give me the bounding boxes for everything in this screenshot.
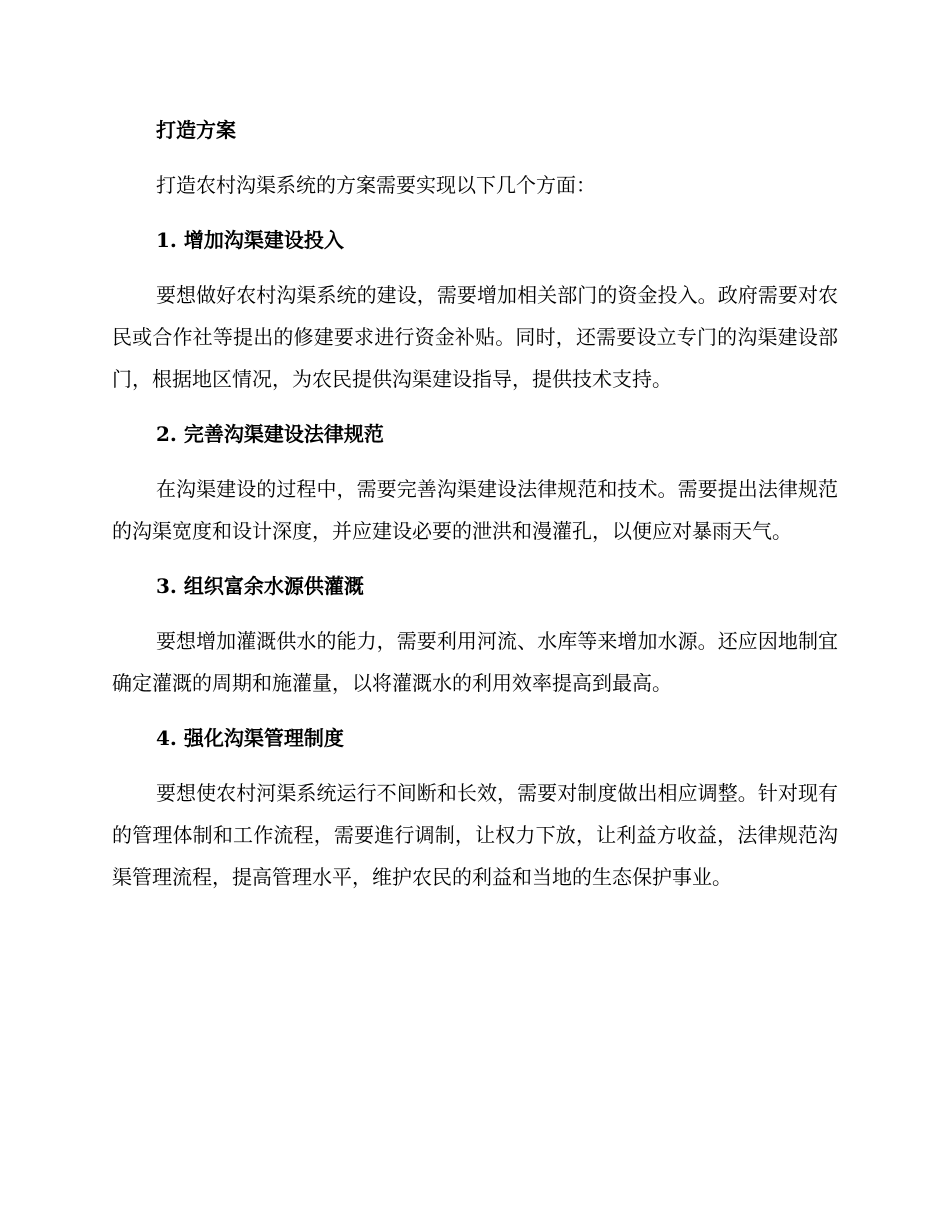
section-heading-4: 4. 强化沟渠管理制度 — [156, 726, 344, 750]
section-body-4: 要想使农村河渠系统运行不间断和长效，需要对制度做出相应调整。针对现有的管理体制和工作流程，需要進行调制，让权力下放，让利益方收益，法律规范沟渠管理流程，提高管理水平，维护农民的利益和当地的生态保护事业。 — [112, 781, 838, 889]
section-body-1: 要想做好农村沟渠系统的建设，需要增加相关部门的资金投入。政府需要对农民或合作社等提出的修建要求进行资金补贴。同时，还需要设立专门的沟渠建设部门，根据地区情况，为农民提供沟渠建设指导，提供技术支持。 — [112, 283, 838, 391]
document-intro: 打造农村沟渠系统的方案需要实现以下几个方面： — [156, 173, 596, 197]
section-body-2: 在沟渠建设的过程中，需要完善沟渠建设法律规范和技术。需要提出法律规范的沟渠宽度和设计深度，并应建设必要的泄洪和漫灌孔，以便应对暴雨天气。 — [112, 477, 838, 543]
document-title: 打造方案 — [156, 118, 236, 142]
section-heading-1: 1. 增加沟渠建设投入 — [156, 228, 344, 252]
section-body-3: 要想增加灌溉供水的能力，需要利用河流、水库等来增加水源。还应因地制宜确定灌溉的周期和施灌量，以将灌溉水的利用效率提高到最高。 — [112, 629, 838, 695]
section-heading-2: 2. 完善沟渠建设法律规范 — [156, 422, 384, 446]
section-heading-3: 3. 组织富余水源供灌溉 — [156, 574, 364, 598]
